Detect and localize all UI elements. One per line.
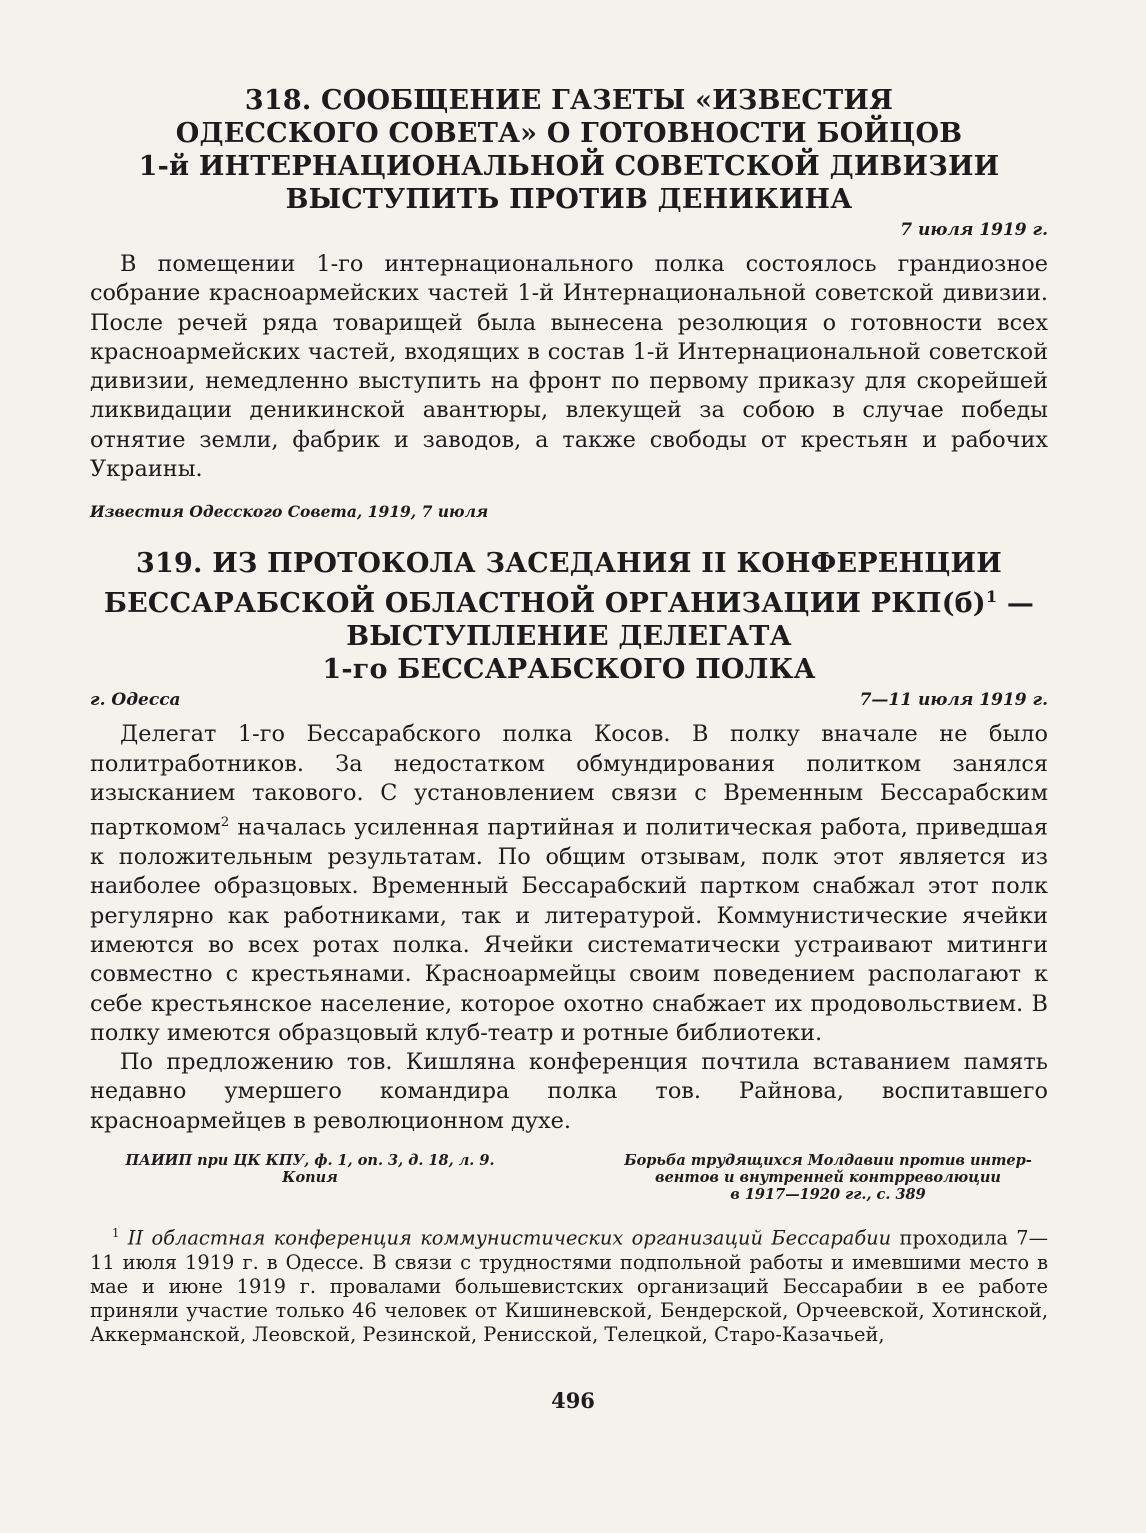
heading-line: 319. ИЗ ПРОТОКОЛА ЗАСЕДАНИЯ II КОНФЕРЕНЦИИ	[136, 548, 1002, 580]
publication-source: Борьба трудящихся Молдавии против интер- вентов и внутренней контрреволюции в 1917—1920 гг., с. 389	[624, 1152, 1032, 1203]
archive-source: ПАИИП при ЦК КПУ, ф. 1, оп. 3, д. 18, л. 9. Копия	[125, 1152, 495, 1186]
page-number: 496	[551, 1388, 595, 1413]
footnote-mark: 2	[220, 815, 230, 831]
footnote-1: $^1$ II областная конференция коммунистических организаций Бессарабии проходила 7—11 июля 1919 г. в Одессе. В связи с трудностями подпольной работы и имевшими место в мае и июне 1919 г. провалами большевистских организаций Бессарабии в ее работе приняли участие только 46 человек от Кишиневской, Бендерской, Орчеевской, Хотинской, Аккерманской, Леовской, Резинской, Рениcской, Телецкой, Старо-Казачьей,	[90, 1226, 1048, 1347]
document-319-paragraph-1: Делегат 1-го Бессарабского полка Косов. В полку вначале не было политработников. За недостатком обмундирования политком занялся изысканием такового. С установлением связи с Временным Бессарабским парткомом$^2$ началась усиленная партийная и политическая работа, приведшая к положительным результатам. По общим отзывам, полк этот является из наиболее образцовых. Временный Бессарабский партком снабжал этот полк регулярно как работниками, так и литературой. Коммунистические ячейки имеются во всех ротах полка. Ячейки систематически устраивают митинги совместно с крестьянами. Красноармейцы своим поведением располагают к себе крестьянское население, которое охотно снабжает их продовольствием. В полку имеются образцовый клуб-театр и ротные библиотеки.	[90, 721, 1048, 1046]
footnote-mark: 1	[985, 587, 998, 607]
document-318-heading	[90, 84, 1048, 216]
document-319-place: г. Одесса	[90, 690, 181, 711]
heading-line: ОДЕССКОГО СОВЕТА» О ГОТОВНОСТИ БОЙЦОВ	[175, 118, 963, 149]
heading-line: 1-го БЕССАРАБСКОГО ПОЛКА	[322, 654, 816, 686]
document-319-date: 7—11 июля 1919 г.	[859, 690, 1048, 711]
document-319-heading	[90, 547, 1048, 686]
heading-line: ВЫСТУПИТЬ ПРОТИВ ДЕНИКИНА	[285, 184, 853, 215]
document-319-date-row	[90, 690, 1048, 714]
document-318-date: 7 июля 1919 г.	[900, 220, 1048, 240]
heading-line: БЕССАРАБСКОЙ ОБЛАСТНОЙ ОРГАНИЗАЦИИ $РКП(б)^1$ —	[103, 587, 1035, 620]
document-318-body: В помещении 1-го интернационального полка состоялось грандиозное собрание красноармейских частей 1-й Интернациональной советской дивизии. После речей ряда товарищей была вынесена резолюция о готовности всех красноармейских частей, входящих в состав 1-й Интернациональной советской дивизии, немедленно выступить на фронт по первому приказу для скорейшей ликвидации деникинской авантюры, влекущей за собою в случае победы отнятие земли, фабрик и заводов, а также свободы от крестьян и рабочих Украины.	[90, 251, 1048, 483]
page-content	[90, 84, 1048, 1347]
document-318-source: Известия Одесского Совета, 1919, 7 июля	[90, 502, 489, 522]
document-318-date-row	[90, 220, 1048, 244]
footnote-mark: 1	[112, 1226, 120, 1240]
heading-line: ВЫСТУПЛЕНИЕ ДЕЛЕГАТА	[346, 621, 792, 653]
footnote-title: II областная конференция коммунистических организаций Бессарабии	[127, 1226, 892, 1250]
heading-line: 318. СООБЩЕНИЕ ГАЗЕТЫ «ИЗВЕСТИЯ	[244, 85, 894, 116]
document-319-sources	[90, 1152, 1048, 1203]
heading-line: 1-й ИНТЕРНАЦИОНАЛЬНОЙ СОВЕТСКОЙ ДИВИЗИИ	[138, 151, 1000, 182]
document-319-paragraph-2: По предложению тов. Кишляна конференция почтила вставанием память недавно умершего командира полка тов. Райнова, воспитавшего красноармейцев в революционном духе.	[90, 1049, 1048, 1134]
